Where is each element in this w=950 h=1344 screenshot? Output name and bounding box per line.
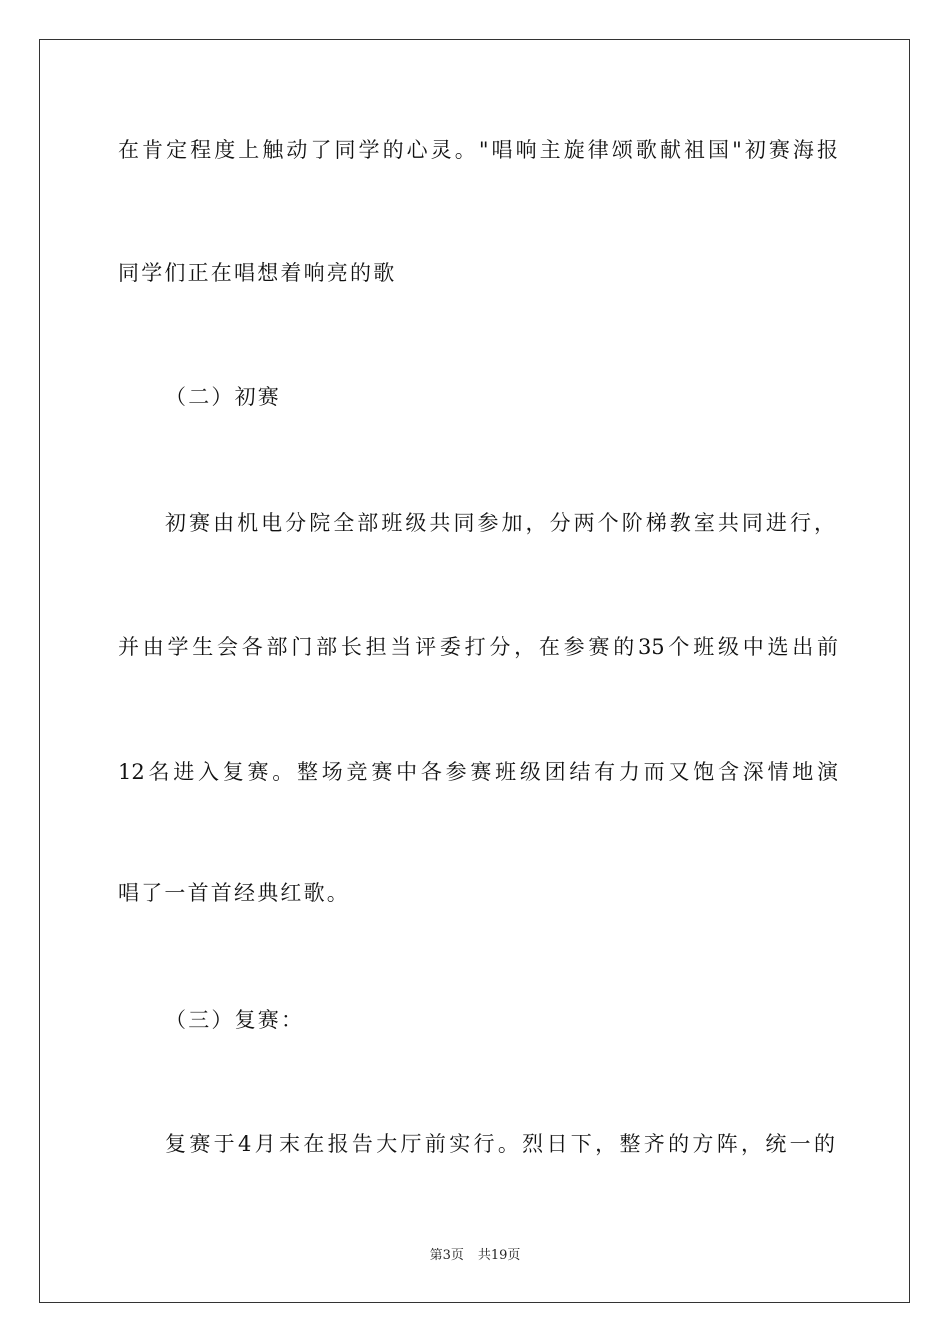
page-total: 共19页 bbox=[477, 1248, 521, 1263]
body-text-line: 初赛由机电分院全部班级共同参加，分两个阶梯教室共同进行， bbox=[165, 511, 835, 535]
body-text-line: 在肯定程度上触动了同学的心灵。"唱响主旋律颂歌献祖国"初赛海报 bbox=[118, 138, 838, 162]
page-footer bbox=[0, 1247, 950, 1265]
page-number: 第3页 bbox=[429, 1248, 464, 1263]
body-text-line: 12名进入复赛。整场竞赛中各参赛班级团结有力而又饱含深情地演 bbox=[118, 760, 838, 784]
body-text-line: 复赛于4月末在报告大厅前实行。烈日下，整齐的方阵，统一的 bbox=[165, 1132, 835, 1156]
section-heading: （二）初赛 bbox=[165, 385, 281, 409]
body-text-line: 同学们正在唱想着响亮的歌 bbox=[118, 261, 397, 285]
section-heading: （三）复赛： bbox=[165, 1008, 305, 1032]
page-border bbox=[39, 39, 910, 1303]
body-text-line: 唱了一首首经典红歌。 bbox=[118, 881, 350, 905]
body-text-line: 并由学生会各部门部长担当评委打分，在参赛的35个班级中选出前 bbox=[118, 635, 838, 659]
